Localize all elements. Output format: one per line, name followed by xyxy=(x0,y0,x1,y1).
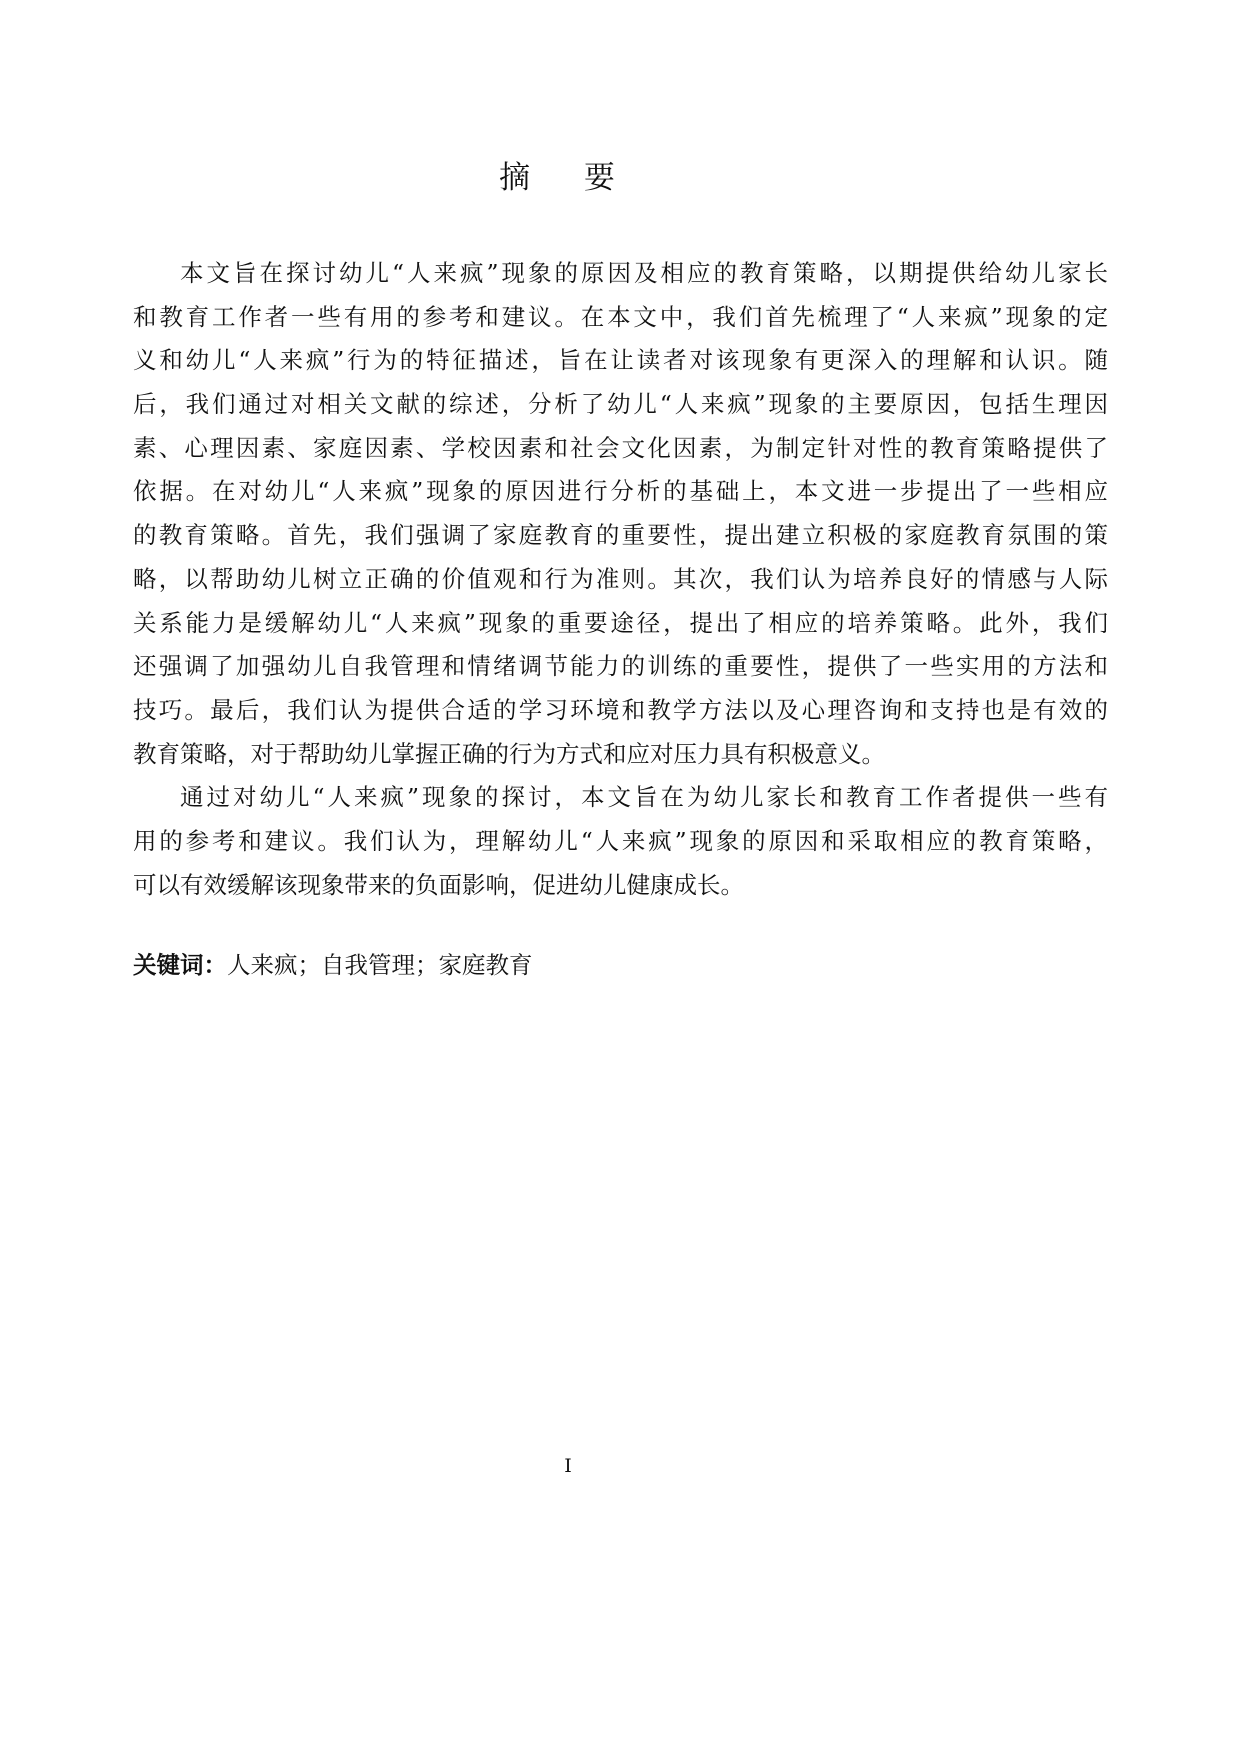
paragraph-line: 的教育策略。首先，我们强调了家庭教育的重要性，提出建立积极的家庭教育氛围的策 xyxy=(133,521,1108,550)
paragraph-line: 还强调了加强幼儿自我管理和情绪调节能力的训练的重要性，提供了一些实用的方法和 xyxy=(133,652,1108,681)
paragraph-line: 本文旨在探讨幼儿“人来疯”现象的原因及相应的教育策略，以期提供给幼儿家长 xyxy=(180,259,1108,287)
paragraph-line: 技巧。最后，我们认为提供合适的学习环境和教学方法以及心理咨询和支持也是有效的 xyxy=(133,695,1108,724)
paragraph-line: 用的参考和建议。我们认为，理解幼儿“人来疯”现象的原因和采取相应的教育策略， xyxy=(133,826,1108,855)
abstract-body xyxy=(133,252,1108,907)
paragraph-line: 关系能力是缓解幼儿“人来疯”现象的重要途径，提出了相应的培养策略。此外，我们 xyxy=(133,608,1108,637)
paragraph-line: 略，以帮助幼儿树立正确的价值观和行为准则。其次，我们认为培养良好的情感与人际 xyxy=(133,564,1108,593)
paragraph-line: 后，我们通过对相关文献的综述，分析了幼儿“人来疯”现象的主要原因，包括生理因 xyxy=(133,390,1108,419)
paragraph-line: 教育策略，对于帮助幼儿掌握正确的行为方式和应对压力具有积极意义。 xyxy=(133,739,885,768)
paragraph-line: 素、心理因素、家庭因素、学校因素和社会文化因素，为制定针对性的教育策略提供了 xyxy=(133,433,1108,462)
paragraph-line: 可以有效缓解该现象带来的负面影响，促进幼儿健康成长。 xyxy=(133,870,744,899)
paragraph-line: 义和幼儿“人来疯”行为的特征描述，旨在让读者对该现象有更深入的理解和认识。随 xyxy=(133,346,1108,375)
keywords xyxy=(133,944,533,987)
page-title: 摘 要 xyxy=(499,160,637,196)
paragraph-line: 通过对幼儿“人来疯”现象的探讨，本文旨在为幼儿家长和教育工作者提供一些有 xyxy=(180,783,1108,812)
paragraph-line: 和教育工作者一些有用的参考和建议。在本文中，我们首先梳理了“人来疯”现象的定 xyxy=(133,302,1108,331)
keywords-label: 关键词： xyxy=(133,951,227,979)
page-number: I xyxy=(564,1455,572,1477)
paragraph-line: 依据。在对幼儿“人来疯”现象的原因进行分析的基础上，本文进一步提出了一些相应 xyxy=(133,477,1108,506)
keywords-value: 人来疯；自我管理；家庭教育 xyxy=(227,951,533,979)
